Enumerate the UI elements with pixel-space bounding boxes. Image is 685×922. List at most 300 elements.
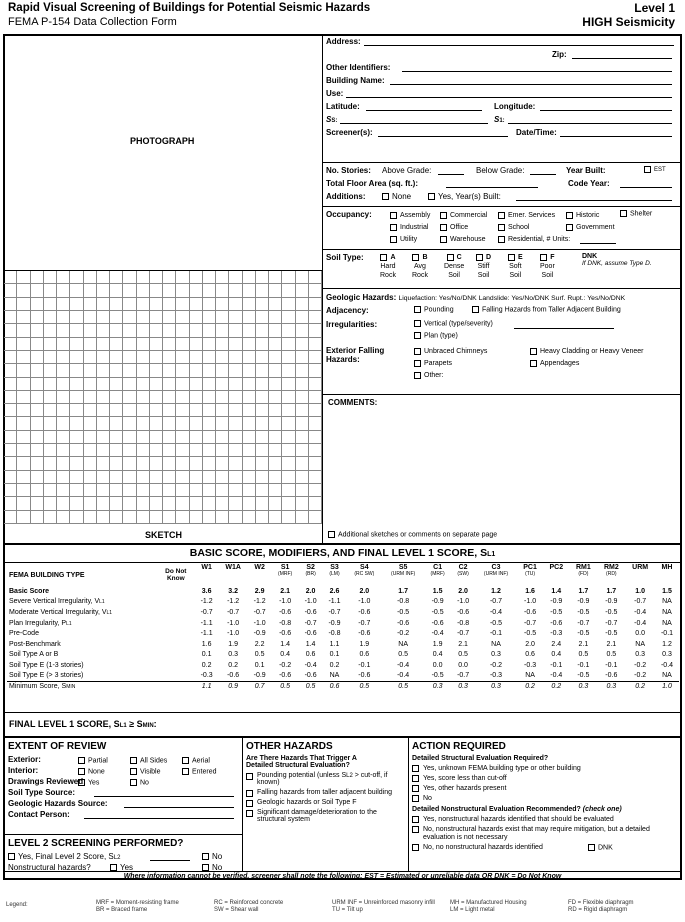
sketch-grid-cell: [176, 417, 189, 430]
ss-label: S: [326, 115, 332, 124]
sketch-grid-cell: [97, 404, 110, 417]
sketch-grid-cell: [163, 417, 176, 430]
score-cell[interactable]: -0.2: [634, 672, 647, 680]
score-cell[interactable]: -0.5: [397, 608, 410, 616]
drawings-reviewed-label: Drawings Reviewed:: [8, 777, 86, 786]
level2-score-input[interactable]: [150, 852, 190, 861]
sketch-grid-cell: [256, 364, 269, 377]
sketch-grid-cell: [31, 484, 44, 497]
sketch-grid-cell: [256, 391, 269, 404]
score-cell[interactable]: 1.0: [635, 587, 646, 595]
sketch-grid-cell: [17, 271, 30, 284]
score-cell[interactable]: 0.3: [228, 651, 238, 659]
date-time-input[interactable]: [560, 128, 672, 137]
score-cell[interactable]: -0.5: [605, 608, 618, 616]
score-cell[interactable]: NA: [329, 672, 340, 680]
score-cell[interactable]: -0.2: [489, 661, 503, 669]
zip-label: Zip:: [552, 50, 567, 59]
screeners-input[interactable]: [378, 128, 508, 137]
score-cell[interactable]: 1.2: [662, 640, 672, 648]
interior-visible-checkbox[interactable]: [130, 768, 137, 775]
sketch-grid-cell: [97, 444, 110, 457]
score-cell[interactable]: 0.5: [398, 651, 408, 659]
occupancy-school-checkbox[interactable]: [498, 224, 505, 231]
structural-eval-option-4-checkbox[interactable]: [412, 795, 419, 802]
structural-eval-option-3-checkbox[interactable]: [412, 785, 419, 792]
score-cell[interactable]: NA: [491, 640, 501, 648]
sketch-grid-cell: [203, 298, 216, 311]
score-cell[interactable]: -1.1: [200, 619, 213, 627]
score-cell[interactable]: -0.2: [397, 630, 410, 638]
score-cell[interactable]: -0.9: [577, 598, 590, 606]
score-cell[interactable]: -0.4: [634, 608, 647, 616]
zip-input[interactable]: [572, 50, 672, 59]
score-cell[interactable]: -0.8: [328, 630, 341, 638]
occupancy-utility-checkbox[interactable]: [390, 236, 397, 243]
nonstructural-dnk-checkbox[interactable]: [588, 844, 595, 851]
score-cell[interactable]: -0.8: [279, 619, 292, 627]
score-cell[interactable]: 2.0: [359, 587, 370, 595]
sketch-grid-cell: [123, 457, 136, 470]
score-cell[interactable]: 0.4: [551, 651, 562, 659]
score-cell[interactable]: -0.9: [328, 619, 341, 627]
score-cell[interactable]: -0.6: [358, 630, 371, 638]
score-cell[interactable]: 0.2: [517, 681, 543, 692]
score-cell[interactable]: -0.7: [457, 630, 470, 638]
code-year-input[interactable]: [620, 179, 672, 188]
exterior-unbraced-chimneys-checkbox[interactable]: [414, 348, 421, 355]
interior-none-checkbox[interactable]: [78, 768, 85, 775]
score-cell[interactable]: 2.9: [254, 587, 265, 595]
exterior-partial-checkbox[interactable]: [78, 757, 85, 764]
occupancy-warehouse-checkbox[interactable]: [440, 236, 447, 243]
score-cell[interactable]: 2.0: [458, 587, 468, 595]
score-cell[interactable]: 0.0: [432, 661, 443, 669]
score-cell[interactable]: 0.6: [323, 681, 347, 692]
level2-yes-checkbox[interactable]: [8, 853, 15, 860]
score-cell[interactable]: NA: [525, 672, 535, 680]
score-cell[interactable]: -0.4: [660, 661, 674, 669]
score-cell[interactable]: 3.2: [228, 587, 238, 595]
score-cell[interactable]: -0.7: [253, 608, 266, 616]
s1-input[interactable]: [508, 115, 672, 124]
score-table: [7, 564, 679, 692]
exterior-all-sides-checkbox[interactable]: [130, 757, 137, 764]
score-cell[interactable]: -0.9: [550, 598, 563, 606]
exterior-aerial-checkbox[interactable]: [182, 757, 189, 764]
sketch-grid-cell: [97, 271, 110, 284]
longitude-input[interactable]: [540, 102, 672, 111]
score-cell[interactable]: -0.3: [200, 672, 213, 680]
score-cell[interactable]: 2.2: [254, 640, 265, 648]
soil-dnk-note: If DNK, assume Type D.: [582, 260, 652, 267]
score-cell[interactable]: -0.8: [457, 619, 470, 627]
geologic-soil-f-checkbox[interactable]: [246, 800, 253, 807]
score-cell[interactable]: 2.4: [551, 640, 562, 648]
occupancy-commercial-checkbox[interactable]: [440, 212, 447, 219]
score-cell[interactable]: -0.9: [253, 630, 266, 638]
score-cell[interactable]: -0.5: [550, 608, 563, 616]
score-cell[interactable]: -0.6: [304, 608, 317, 616]
occupancy-office-checkbox[interactable]: [440, 224, 447, 231]
score-cell[interactable]: -0.6: [279, 608, 292, 616]
score-cell[interactable]: -0.6: [304, 630, 317, 638]
soil-type-d-checkbox[interactable]: [476, 254, 483, 261]
sketch-grid-cell: [44, 351, 57, 364]
score-row-soil-type-e-3-stories: [7, 671, 679, 682]
exterior-heavy-cladding-or-heavy-veneer-checkbox[interactable]: [530, 348, 537, 355]
score-cell[interactable]: 1.7: [398, 587, 408, 595]
score-cell[interactable]: -0.1: [489, 630, 503, 638]
sketch-grid-cell: [229, 271, 242, 284]
score-cell[interactable]: 2.6: [329, 587, 340, 595]
pounding-potential-checkbox[interactable]: [246, 773, 253, 780]
legend-entry: LM = Light metal: [450, 907, 495, 913]
score-cell[interactable]: -0.6: [279, 630, 292, 638]
sketch-grid-cell: [282, 444, 295, 457]
soil-type-b[interactable]: [412, 253, 428, 280]
score-cell[interactable]: -0.1: [358, 661, 371, 669]
score-cell[interactable]: 1.9: [228, 640, 238, 648]
sketch-grid-cell: [123, 271, 136, 284]
score-cell[interactable]: 1.6: [201, 640, 212, 648]
score-cell[interactable]: -0.6: [279, 672, 292, 680]
score-cell[interactable]: -0.7: [605, 619, 618, 627]
est-checkbox[interactable]: [644, 166, 651, 173]
score-cell[interactable]: -0.1: [550, 661, 563, 669]
score-cell[interactable]: 2.1: [578, 640, 589, 648]
contact-person-input[interactable]: [84, 810, 234, 819]
score-cell[interactable]: -1.0: [457, 598, 470, 606]
score-cell[interactable]: -0.7: [457, 672, 470, 680]
exterior-other-checkbox[interactable]: [414, 372, 421, 379]
nonstructural-eval-option-3-checkbox[interactable]: [412, 844, 419, 851]
sketch-grid-cell: [190, 324, 203, 337]
score-cell[interactable]: 0.3: [597, 681, 625, 692]
score-cell[interactable]: 0.3: [662, 651, 672, 659]
score-cell[interactable]: 0.3: [475, 681, 517, 692]
score-cell[interactable]: -0.3: [524, 661, 537, 669]
score-cell[interactable]: -1.1: [328, 598, 341, 606]
sketch-grid-cell: [150, 351, 163, 364]
sketch-grid-cell: [190, 484, 203, 497]
sketch-grid-cell: [309, 364, 322, 377]
score-cell[interactable]: 0.0: [635, 630, 646, 638]
score-cell[interactable]: 0.3: [451, 681, 475, 692]
ss-input[interactable]: [340, 115, 488, 124]
score-cell[interactable]: 0.2: [228, 661, 238, 669]
soil-source-input[interactable]: [94, 788, 234, 797]
soil-type-d[interactable]: [476, 253, 491, 280]
sketch-grid-cell: [137, 457, 150, 470]
score-cell[interactable]: -0.3: [550, 630, 563, 638]
score-cell[interactable]: -0.6: [524, 608, 537, 616]
structural-eval-option-1-checkbox[interactable]: [412, 765, 419, 772]
nonstructural-eval-option-2-checkbox[interactable]: [412, 826, 419, 833]
score-cell[interactable]: -0.7: [577, 619, 590, 627]
falling-hazards-checkbox[interactable]: [472, 306, 479, 313]
score-cell[interactable]: -0.6: [358, 672, 371, 680]
drawings-yes-checkbox[interactable]: [78, 779, 85, 786]
additions-years-input[interactable]: [516, 192, 672, 201]
score-cell[interactable]: 2.0: [525, 640, 535, 648]
score-cell[interactable]: -0.4: [397, 661, 410, 669]
soil-type-e[interactable]: [508, 253, 523, 280]
score-cell[interactable]: -1.0: [304, 598, 317, 606]
score-cell[interactable]: -0.5: [577, 630, 590, 638]
score-cell[interactable]: 1.2: [491, 587, 501, 595]
score-cell[interactable]: 1.6: [525, 587, 535, 595]
score-cell[interactable]: 2.1: [606, 640, 617, 648]
nonstructural-eval-option-1-checkbox[interactable]: [412, 816, 419, 823]
soil-type-c[interactable]: [444, 253, 464, 280]
exterior-parapets-checkbox[interactable]: [414, 360, 421, 367]
score-cell[interactable]: 0.5: [606, 651, 617, 659]
score-cell[interactable]: -0.4: [550, 672, 563, 680]
score-cell[interactable]: 0.6: [525, 651, 535, 659]
score-cell[interactable]: 0.2: [329, 661, 340, 669]
exterior-aerial-label: Aerial: [192, 757, 210, 764]
score-header-row: [7, 564, 679, 586]
drawings-no-checkbox[interactable]: [130, 779, 137, 786]
sketch-grid-cell: [309, 351, 322, 364]
score-cell[interactable]: 0.5: [272, 681, 299, 692]
score-cell[interactable]: 0.6: [305, 651, 316, 659]
score-cell[interactable]: 1.9: [432, 640, 443, 648]
score-cell[interactable]: 0.5: [458, 651, 468, 659]
score-cell[interactable]: 1.1: [195, 681, 219, 692]
score-cell[interactable]: -0.7: [304, 619, 317, 627]
score-row-label-sub: L1: [66, 620, 72, 627]
interior-entered-checkbox[interactable]: [182, 768, 189, 775]
score-cell[interactable]: 1.5: [662, 587, 672, 595]
score-cell[interactable]: -0.9: [253, 672, 266, 680]
score-cell[interactable]: 0.1: [329, 651, 340, 659]
sketch-grid-cell: [70, 351, 83, 364]
additional-sketches-checkbox[interactable]: [328, 531, 335, 538]
significant-damage-checkbox[interactable]: [246, 810, 253, 817]
score-cell[interactable]: NA: [662, 672, 672, 680]
score-cell[interactable]: -0.6: [358, 608, 371, 616]
score-cell[interactable]: -0.5: [431, 608, 444, 616]
score-cell[interactable]: -0.6: [431, 619, 444, 627]
building-name-input[interactable]: [390, 76, 672, 85]
score-cell[interactable]: -1.0: [358, 598, 371, 606]
score-cell[interactable]: 0.0: [458, 661, 468, 669]
geologic-source-input[interactable]: [124, 799, 234, 808]
score-cell[interactable]: 0.5: [254, 651, 265, 659]
score-cell[interactable]: 0.2: [201, 661, 212, 669]
soil-type-b-checkbox[interactable]: [412, 254, 419, 261]
score-cell[interactable]: NA: [662, 619, 672, 627]
soil-type-e-checkbox[interactable]: [508, 254, 515, 261]
sketch-grid-cell: [203, 511, 216, 524]
score-cell[interactable]: -0.4: [397, 672, 410, 680]
score-cell[interactable]: 0.4: [432, 651, 443, 659]
score-cell[interactable]: 1.7: [606, 587, 617, 595]
score-cell[interactable]: 3.6: [201, 587, 212, 595]
score-cell[interactable]: NA: [662, 598, 672, 606]
score-cell[interactable]: -0.9: [605, 598, 618, 606]
below-grade-input[interactable]: [530, 166, 556, 175]
soil-type-c-checkbox[interactable]: [447, 254, 454, 261]
units-input[interactable]: [580, 235, 616, 244]
score-cell[interactable]: -1.2: [200, 598, 213, 606]
score-cell[interactable]: 1.4: [280, 640, 290, 648]
soil-type-a[interactable]: [380, 253, 396, 280]
score-cell[interactable]: -0.6: [304, 672, 317, 680]
sketch-grid-cell: [269, 284, 282, 297]
address-input[interactable]: [364, 37, 674, 46]
plan-irregularity-checkbox[interactable]: [414, 332, 421, 339]
latitude-input[interactable]: [366, 102, 482, 111]
occupancy-assembly-checkbox[interactable]: [390, 212, 397, 219]
score-cell[interactable]: -0.4: [634, 619, 647, 627]
score-cell[interactable]: 2.1: [458, 640, 468, 648]
occupancy-residential-units-checkbox[interactable]: [498, 236, 505, 243]
score-row-label: Post-Benchmark: [9, 640, 61, 648]
score-cell[interactable]: -0.2: [279, 661, 292, 669]
score-cell[interactable]: 0.3: [491, 651, 501, 659]
score-cell[interactable]: 0.5: [578, 651, 589, 659]
score-cell[interactable]: 0.5: [346, 681, 382, 692]
occupancy-government-checkbox[interactable]: [566, 224, 573, 231]
score-cell[interactable]: 0.3: [635, 651, 646, 659]
score-cell[interactable]: 0.6: [359, 651, 370, 659]
soil-type-f-checkbox[interactable]: [540, 254, 547, 261]
score-cell[interactable]: 0.1: [254, 661, 265, 669]
score-cell[interactable]: -0.5: [605, 630, 618, 638]
occupancy-emer-services-checkbox[interactable]: [498, 212, 505, 219]
soil-type-f[interactable]: [540, 253, 555, 280]
score-cell[interactable]: -0.7: [489, 598, 503, 606]
level2-no-checkbox[interactable]: [202, 853, 209, 860]
score-cell[interactable]: -0.4: [431, 630, 444, 638]
score-cell[interactable]: 2.1: [280, 587, 290, 595]
score-cell[interactable]: -1.0: [227, 619, 240, 627]
score-cell[interactable]: 2.0: [305, 587, 316, 595]
floor-area-input[interactable]: [446, 179, 538, 188]
sketch-grid-cell: [229, 431, 242, 444]
score-cell[interactable]: -1.0: [227, 630, 240, 638]
pounding-checkbox[interactable]: [414, 306, 421, 313]
score-cell[interactable]: NA: [398, 640, 408, 648]
score-cell[interactable]: NA: [662, 608, 672, 616]
score-cell[interactable]: 1.7: [578, 587, 589, 595]
score-cell[interactable]: -0.7: [227, 608, 240, 616]
falling-taller-checkbox[interactable]: [246, 790, 253, 797]
exterior-appendages-checkbox[interactable]: [530, 360, 537, 367]
score-cell[interactable]: -0.7: [634, 598, 647, 606]
sketch-grid-cell: [44, 431, 57, 444]
score-cell[interactable]: 1.9: [359, 640, 370, 648]
score-cell[interactable]: -0.4: [304, 661, 317, 669]
score-cell[interactable]: -0.6: [605, 672, 618, 680]
score-cell[interactable]: 0.2: [543, 681, 569, 692]
score-cell[interactable]: NA: [635, 640, 646, 648]
score-cell[interactable]: 1.4: [551, 587, 562, 595]
score-cell[interactable]: 0.2: [625, 681, 655, 692]
score-cell[interactable]: -0.4: [489, 608, 503, 616]
score-cell[interactable]: 1.1: [329, 640, 340, 648]
score-cell[interactable]: -1.0: [524, 598, 537, 606]
score-cell[interactable]: -0.5: [489, 619, 503, 627]
legend-entry: FD = Flexible diaphragm: [568, 900, 634, 906]
score-cell[interactable]: -0.7: [524, 619, 537, 627]
additions-none-checkbox[interactable]: [382, 193, 389, 200]
score-cell[interactable]: -0.5: [524, 630, 537, 638]
sketch-grid-cell: [282, 391, 295, 404]
score-cell[interactable]: 1.4: [305, 640, 316, 648]
other-identifiers-input[interactable]: [402, 63, 672, 72]
score-cell[interactable]: -0.7: [358, 619, 371, 627]
sketch-grid-cell: [176, 298, 189, 311]
above-grade-input[interactable]: [438, 166, 464, 175]
score-cell[interactable]: -0.7: [328, 608, 341, 616]
score-cell[interactable]: -1.2: [227, 598, 240, 606]
score-cell[interactable]: -0.8: [397, 598, 410, 606]
score-cell[interactable]: 0.7: [248, 681, 272, 692]
score-cell[interactable]: -0.9: [431, 598, 444, 606]
score-cell[interactable]: 0.5: [299, 681, 323, 692]
sketch-grid[interactable]: [4, 271, 322, 524]
score-cell[interactable]: -0.5: [577, 608, 590, 616]
shelter-checkbox[interactable]: [620, 210, 627, 217]
vertical-irregularity-input[interactable]: [514, 320, 614, 329]
score-cell[interactable]: -0.7: [200, 608, 213, 616]
sketch-grid-cell: [70, 511, 83, 524]
sketch-grid-cell: [296, 457, 309, 470]
score-cell[interactable]: -1.2: [253, 598, 266, 606]
score-row-minimum-score-s: [7, 681, 679, 692]
vertical-irregularity-checkbox[interactable]: [414, 320, 421, 327]
score-cell[interactable]: 0.3: [569, 681, 597, 692]
sketch-grid-cell: [282, 404, 295, 417]
score-cell[interactable]: -0.6: [550, 619, 563, 627]
score-cell[interactable]: 0.9: [219, 681, 248, 692]
sketch-grid-cell: [44, 311, 57, 324]
score-cell[interactable]: 0.5: [382, 681, 424, 692]
score-cell[interactable]: -1.0: [279, 598, 292, 606]
score-cell[interactable]: -0.5: [431, 672, 444, 680]
score-cell[interactable]: 1.5: [432, 587, 443, 595]
score-cell[interactable]: 0.3: [424, 681, 451, 692]
occupancy-historic-checkbox[interactable]: [566, 212, 573, 219]
score-cell[interactable]: -0.1: [660, 630, 674, 638]
structural-eval-option-2-checkbox[interactable]: [412, 775, 419, 782]
score-cell[interactable]: -1.1: [200, 630, 213, 638]
sketch-grid-cell: [203, 404, 216, 417]
score-cell[interactable]: -0.3: [489, 672, 503, 680]
occupancy-industrial-checkbox[interactable]: [390, 224, 397, 231]
score-cell[interactable]: -0.5: [577, 672, 590, 680]
score-cell[interactable]: 0.1: [201, 651, 212, 659]
score-cell[interactable]: -0.6: [457, 608, 470, 616]
sketch-grid-cell: [31, 457, 44, 470]
score-cell[interactable]: 0.4: [280, 651, 290, 659]
score-cell[interactable]: 1.0: [655, 681, 679, 692]
score-cell[interactable]: -0.6: [227, 672, 240, 680]
soil-type-a-checkbox[interactable]: [380, 254, 387, 261]
score-cell[interactable]: -0.6: [397, 619, 410, 627]
score-cell[interactable]: -0.1: [577, 661, 590, 669]
score-cell[interactable]: -0.2: [634, 661, 647, 669]
score-cell[interactable]: -0.1: [605, 661, 618, 669]
sketch-grid-cell: [256, 497, 269, 510]
score-cell[interactable]: -1.0: [253, 619, 266, 627]
additions-yes-checkbox[interactable]: [428, 193, 435, 200]
use-input[interactable]: [346, 89, 672, 98]
